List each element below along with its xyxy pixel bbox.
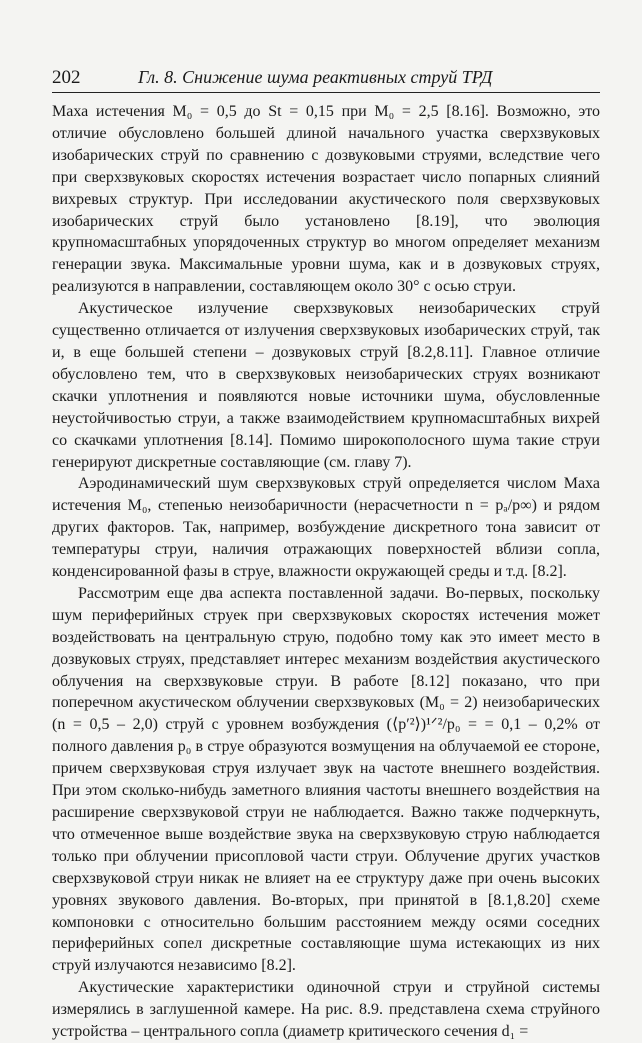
body-text <box>52 101 600 1043</box>
paragraph: Маха истечения M₀ = 0,5 до St = 0,15 при M₀ = 2,5 [8.16]. Возможно, это отличие обусловлено большей длиной начального участка сверхзвуковых изобарических струй по сравнению с дозвуковыми струями, вследствие чего при сверхзвуковых скоростях истечения возрастает число попарных слияний вихревых структур. При исследовании акустического поля сверхзвуковых изобарических струй было установлено [8.19], что эволюция крупномасштабных упорядоченных структур во многом определяет механизм генерации звука. Максимальные уровни шума, как и в дозвуковых струях, реализуются в направлении, составляющем около 30° с осью струи. <box>52 103 600 296</box>
paragraph: Аэродинамический шум сверхзвуковых струй определяется числом Маха истечения M₀, степенью неизобаричности (нерасчетности n = pₐ/p∞) и рядом других факторов. Так, например, возбуждение дискретного тона зависит от температуры струи, наличия отражающих поверхностей вблизи сопла, конденсированной фазы в струе, влажности окружающей среды и т.д. [8.2]. <box>52 475 600 581</box>
header-rule <box>52 92 600 93</box>
paragraph: Рассмотрим еще два аспекта поставленной задачи. Во-первых, поскольку шум периферийных струек при сверхзвуковых скоростях истечения может воздействовать на центральную струю, подобно тому как это имеет место в дозвуковых струях, представляет интерес механизм воздействия акустического облучения на сверхзвуковые струи. В работе [8.12] показано, что при поперечном акустическом облучении сверхзвуковых (M₀ = 2) неизобарических (n = 0,5 – 2,0) струй с уровнем возбуждения (⟨p′²⟩)¹ᐟ²/p₀ = = 0,1 – 0,2% от полного давления p₀ в струе образуются возмущения на облучаемой ее стороне, причем сверхзвуковая струя излучает звук на частоте внешнего воздействия. При этом сколько-нибудь заметного влияния частоты внешнего воздействия на расширение сверхзвуковой струи не наблюдается. Важно также подчеркнуть, что отмеченное выше воздействие звука на сверхзвуковую струю наблюдается только при облучении присопловой части струи. Облучение других участков сверхзвуковой струи никак не влияет на ее структуру даже при очень высоких уровнях звукового давления. Во-вторых, при принятой в [8.1,8.20] схеме компоновки с относительно большим расстоянием между осями соседних периферийных сопел дискретные составляющие шума истекающих из них струй излучаются независимо [8.2]. <box>52 584 600 975</box>
page-header <box>52 67 600 93</box>
running-title: Гл. 8. Снижение шума реактивных струй ТРД <box>138 67 493 87</box>
page-number: 202 <box>52 67 81 88</box>
paragraph: Акустические характеристики одиночной струи и струйной системы измерялись в заглушенной камере. На рис. 8.9. представлена схема струйного устройства – центрального сопла (диаметр критического сечения d₁ = <box>52 979 600 1041</box>
paragraph: Акустическое излучение сверхзвуковых неизобарических струй существенно отличается от излучения сверхзвуковых изобарических струй, так и, в еще большей степени – дозвуковых струй [8.2,8.11]. Главное отличие обусловлено тем, что в сверхзвуковых неизобарических струях возникают скачки уплотнения и появляются новые источники шума, обусловленные неустойчивостью струи, а также взаимодействием крупномасштабных вихрей со скачками уплотнения [8.14]. Помимо широкополосного шума такие струи генерируют дискретные составляющие (см. главу 7). <box>52 300 600 471</box>
